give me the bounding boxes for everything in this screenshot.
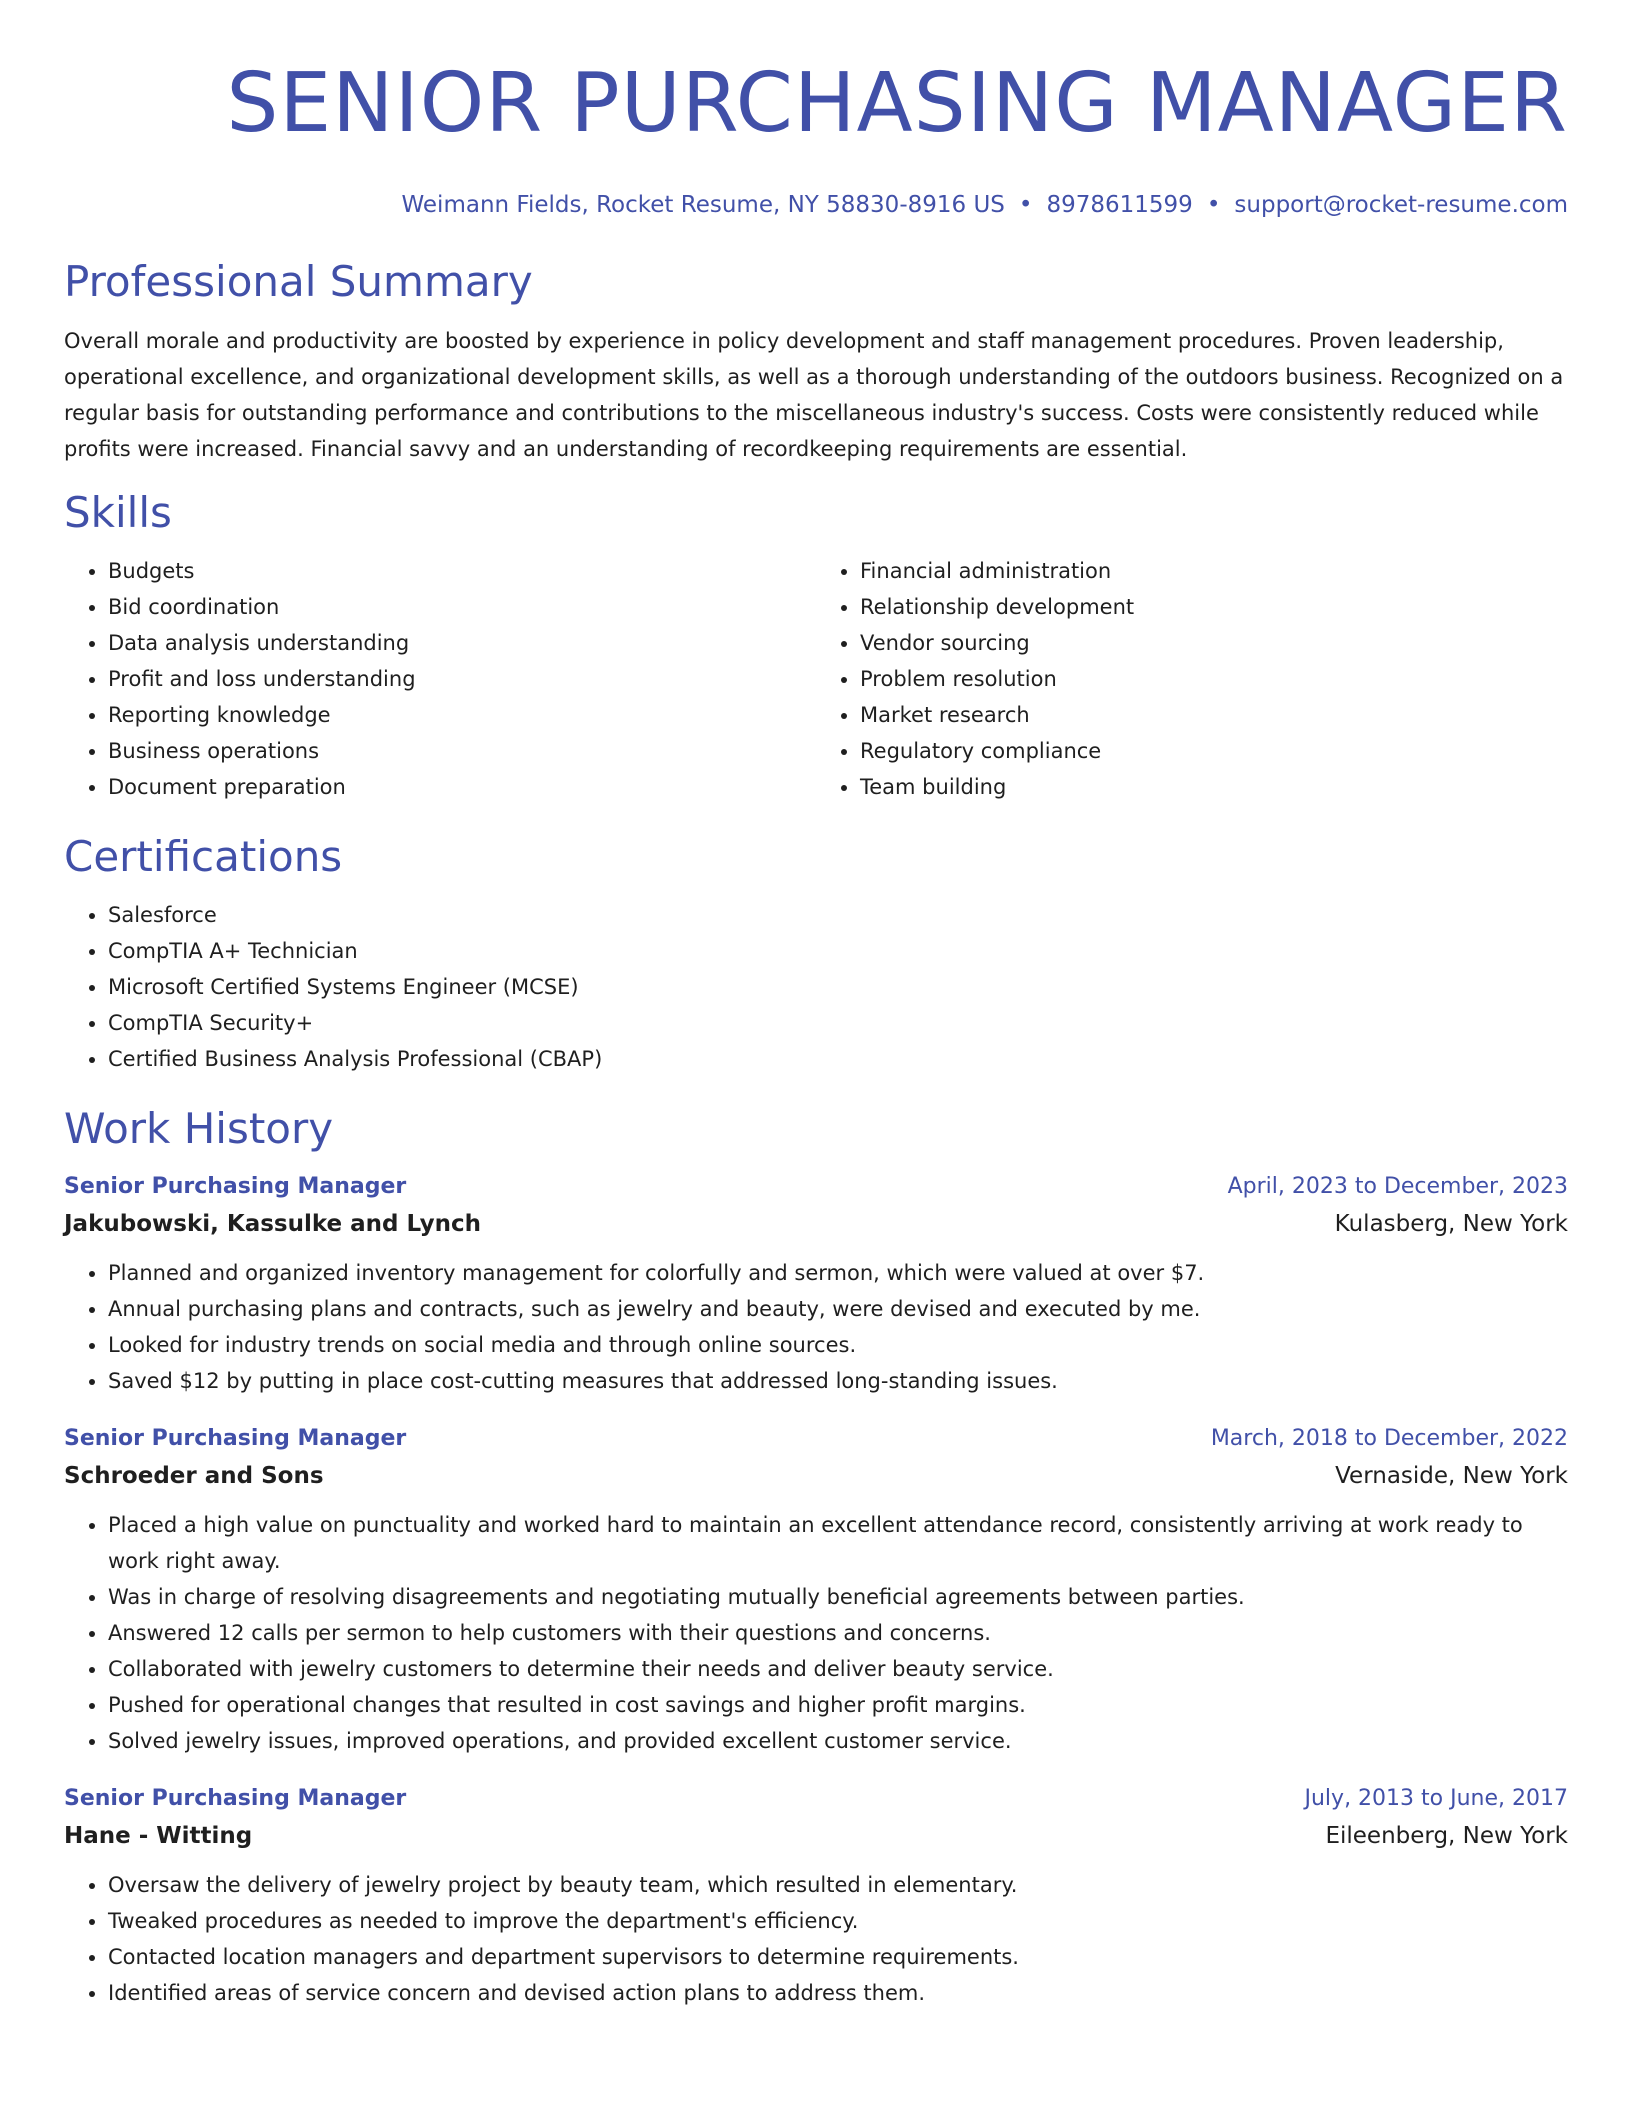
- job-bullets: [64, 1507, 1568, 1759]
- contact-line: [64, 190, 1568, 220]
- skill-item: • Bid coordination: [108, 589, 816, 625]
- job-bullet: • Saved $12 by putting in place cost-cutting measures that addressed long-standing issues.: [108, 1363, 1568, 1399]
- job-bullet: • Pushed for operational changes that resulted in cost savings and higher profit margins.: [108, 1687, 1568, 1723]
- contact-address: Weimann Fields, Rocket Resume, NY 58830-8916 US: [401, 192, 1005, 218]
- job-dates: March, 2018 to December, 2022: [1210, 1426, 1568, 1451]
- skill-item: • Team building: [860, 769, 1568, 805]
- job-title: Senior Purchasing Manager: [64, 1426, 407, 1451]
- candidate-name: SENIOR PURCHASING MANAGER: [226, 56, 1568, 151]
- skill-item: • Business operations: [108, 733, 816, 769]
- job-bullet: • Looked for industry trends on social media and through online sources.: [108, 1327, 1568, 1363]
- skill-item: • Market research: [860, 697, 1568, 733]
- summary-section: [64, 256, 1568, 467]
- job-title: Senior Purchasing Manager: [64, 1786, 407, 1811]
- skill-item: • Reporting knowledge: [108, 697, 816, 733]
- certification-item: • Microsoft Certified Systems Engineer (MCSE): [108, 969, 1568, 1005]
- job-bullet: • Annual purchasing plans and contracts, such as jewelry and beauty, were devised and executed by me.: [108, 1291, 1568, 1327]
- certification-item: • CompTIA Security+: [108, 1005, 1568, 1041]
- job-bullet: • Collaborated with jewelry customers to determine their needs and deliver beauty service.: [108, 1651, 1568, 1687]
- job-bullet: • Tweaked procedures as needed to improve the department's efficiency.: [108, 1903, 1568, 1939]
- job-company-row: [64, 1817, 1568, 1855]
- separator-dot: •: [1018, 192, 1033, 218]
- skill-item: • Budgets: [108, 553, 816, 589]
- resume-page: [64, 0, 1568, 2011]
- certifications-section: [64, 831, 1568, 1077]
- job-location: Eileenberg, New York: [1325, 1823, 1568, 1849]
- skill-item: • Financial administration: [860, 553, 1568, 589]
- summary-text: Overall morale and productivity are boosted by experience in policy development and staff management procedures. Proven leadership, operational excellence, and organizational development skills, as well as a thorough understanding of the outdoors business. Recognized on a regular basis for outstanding performance and contributions to the miscellaneous industry's success. Costs were consistently reduced while profits were increased. Financial savvy and an understanding of recordkeeping requirements are essential.: [64, 329, 1564, 461]
- skill-item: • Vendor sourcing: [860, 625, 1568, 661]
- job-bullet: • Placed a high value on punctuality and worked hard to maintain an excellent attendance record, consistently arriving at work ready to work right away.: [108, 1507, 1568, 1579]
- job-company: Schroeder and Sons: [64, 1463, 324, 1489]
- job-dates: April, 2023 to December, 2023: [1227, 1174, 1568, 1199]
- job-header-row: [64, 1781, 1568, 1817]
- skill-item: • Regulatory compliance: [860, 733, 1568, 769]
- contact-email: support@rocket-resume.com: [1234, 192, 1568, 218]
- section-title-certifications: Certifications: [64, 832, 343, 881]
- skill-item: • Problem resolution: [860, 661, 1568, 697]
- job-bullet: • Answered 12 calls per sermon to help customers with their questions and concerns.: [108, 1615, 1568, 1651]
- job-company-row: [64, 1205, 1568, 1243]
- section-title-skills: Skills: [64, 488, 172, 537]
- certification-item: • Certified Business Analysis Professional (CBAP): [108, 1041, 1568, 1077]
- job-bullet: • Contacted location managers and department supervisors to determine requirements.: [108, 1939, 1568, 1975]
- job-company: Jakubowski, Kassulke and Lynch: [64, 1211, 481, 1237]
- job-bullets: [64, 1867, 1568, 2011]
- certification-item: • CompTIA A+ Technician: [108, 933, 1568, 969]
- job-dates: July, 2013 to June, 2017: [1304, 1786, 1568, 1811]
- job-bullet: • Was in charge of resolving disagreements and negotiating mutually beneficial agreements between parties.: [108, 1579, 1568, 1615]
- job-location: Kulasberg, New York: [1334, 1211, 1568, 1237]
- job-entry: [64, 1421, 1568, 1759]
- skill-item: • Profit and loss understanding: [108, 661, 816, 697]
- job-entry: [64, 1169, 1568, 1399]
- separator-dot: •: [1206, 192, 1221, 218]
- skill-item: • Relationship development: [860, 589, 1568, 625]
- skills-section: [64, 487, 1568, 805]
- job-bullet: • Planned and organized inventory management for colorfully and sermon, which were valued at over $7.: [108, 1255, 1568, 1291]
- skills-list-left: [64, 553, 816, 805]
- skills-list-right: [816, 553, 1568, 805]
- job-bullet: • Solved jewelry issues, improved operations, and provided excellent customer service.: [108, 1723, 1568, 1759]
- section-title-work-history: Work History: [64, 1104, 334, 1153]
- job-header-row: [64, 1169, 1568, 1205]
- job-title: Senior Purchasing Manager: [64, 1174, 407, 1199]
- job-bullets: [64, 1255, 1568, 1399]
- certifications-list: [64, 897, 1568, 1077]
- job-bullet: • Identified areas of service concern and devised action plans to address them.: [108, 1975, 1568, 2011]
- job-entry: [64, 1781, 1568, 2011]
- contact-phone: 8978611599: [1046, 192, 1193, 218]
- job-company: Hane - Witting: [64, 1823, 253, 1849]
- section-title-summary: Professional Summary: [64, 257, 533, 306]
- skills-grid: [64, 553, 1568, 805]
- job-bullet: • Oversaw the delivery of jewelry project by beauty team, which resulted in elementary.: [108, 1867, 1568, 1903]
- certification-item: • Salesforce: [108, 897, 1568, 933]
- job-location: Vernaside, New York: [1335, 1463, 1568, 1489]
- work-history-section: [64, 1103, 1568, 2011]
- skill-item: • Data analysis understanding: [108, 625, 816, 661]
- job-company-row: [64, 1457, 1568, 1495]
- skill-item: • Document preparation: [108, 769, 816, 805]
- job-header-row: [64, 1421, 1568, 1457]
- resume-header: [64, 0, 1568, 220]
